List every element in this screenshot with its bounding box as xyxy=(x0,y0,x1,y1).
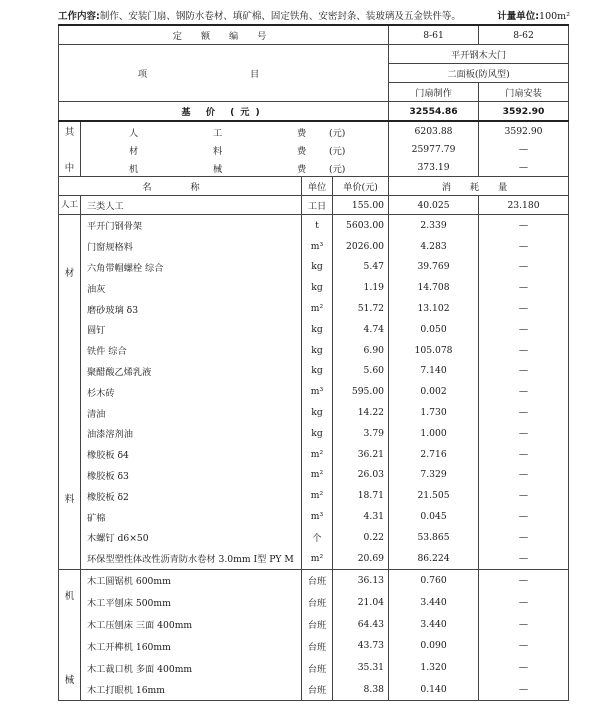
material-row-unit: 个 xyxy=(302,527,333,548)
material-row-consumption-b: — xyxy=(479,319,569,340)
material-row-unit: t xyxy=(302,215,333,236)
column-price-header: 单价(元) xyxy=(333,177,389,196)
breakdown-value-b: — xyxy=(479,158,569,177)
machinery-row-consumption-b: — xyxy=(479,657,569,679)
machinery-side-label xyxy=(59,569,81,701)
machinery-row-name: 木工打眼机 16mm xyxy=(81,679,302,701)
material-row-consumption-a: 105.078 xyxy=(389,340,479,361)
material-row-consumption-a: 2.716 xyxy=(389,444,479,465)
work-content xyxy=(58,8,461,22)
material-row-unit: m³ xyxy=(302,506,333,527)
material-row-consumption-b: — xyxy=(479,277,569,298)
measurement-unit xyxy=(497,8,570,22)
machinery-row-name: 木工压刨床 三面 400mm xyxy=(81,613,302,635)
material-row-unit: kg xyxy=(302,402,333,423)
breakdown-side-bottom: 中 xyxy=(64,163,75,174)
material-row-unit: m³ xyxy=(302,381,333,402)
labor-row-unit: 工日 xyxy=(302,196,333,215)
column-name-header: 名 称 xyxy=(59,177,302,196)
material-row-consumption-b: — xyxy=(479,215,569,236)
material-row-price: 20.69 xyxy=(333,548,389,569)
material-row-consumption-b: — xyxy=(479,444,569,465)
labor-row-consumption-a: 40.025 xyxy=(389,196,479,215)
material-row-consumption-a: 13.102 xyxy=(389,298,479,319)
material-row-price: 6.90 xyxy=(333,340,389,361)
machinery-row-unit: 台班 xyxy=(302,569,333,591)
material-row-unit: m² xyxy=(302,298,333,319)
breakdown-desc xyxy=(81,140,389,158)
material-row-name: 圆钉 xyxy=(81,319,302,340)
machinery-side-top: 机 xyxy=(64,590,75,602)
material-row-consumption-b: — xyxy=(479,465,569,486)
material-row-unit: kg xyxy=(302,277,333,298)
machinery-row-unit: 台班 xyxy=(302,635,333,657)
page-header xyxy=(58,6,570,24)
machinery-row-name: 木工圆锯机 600mm xyxy=(81,569,302,591)
labor-row-price: 155.00 xyxy=(333,196,389,215)
material-row-name: 磨砂玻璃 δ3 xyxy=(81,298,302,319)
material-row-consumption-a: 0.002 xyxy=(389,381,479,402)
material-row-price: 3.79 xyxy=(333,423,389,444)
machinery-row-price: 36.13 xyxy=(333,569,389,591)
column-consumption-header: 消 耗 量 xyxy=(389,177,569,196)
item-label: 项 目 xyxy=(59,45,389,102)
material-row-consumption-b: — xyxy=(479,506,569,527)
material-row-consumption-a: 53.865 xyxy=(389,527,479,548)
material-row-consumption-a: 7.329 xyxy=(389,465,479,486)
work-content-text: 制作、安装门扇、钢防水卷材、填矿棉、固定铁角、安密封条、装玻璃及五金铁件等。 xyxy=(99,11,461,22)
machinery-row-unit: 台班 xyxy=(302,657,333,679)
machinery-row-price: 8.38 xyxy=(333,679,389,701)
material-row-price: 1.19 xyxy=(333,277,389,298)
item-title: 平开钢木大门 xyxy=(389,45,569,64)
machinery-row-price: 43.73 xyxy=(333,635,389,657)
material-row-price: 2026.00 xyxy=(333,236,389,257)
material-row-consumption-a: 7.140 xyxy=(389,361,479,382)
machinery-row-price: 64.43 xyxy=(333,613,389,635)
material-row-unit: kg xyxy=(302,257,333,278)
material-row-name: 橡胶板 δ4 xyxy=(81,444,302,465)
breakdown-side-top: 其 xyxy=(64,127,75,138)
material-row-consumption-a: 21.505 xyxy=(389,485,479,506)
item-col-a: 门扇制作 xyxy=(389,83,479,102)
breakdown-unit: (元) xyxy=(329,128,346,139)
breakdown-char-1: 材 xyxy=(129,146,139,157)
machinery-row-consumption-b: — xyxy=(479,613,569,635)
machinery-row-unit: 台班 xyxy=(302,613,333,635)
breakdown-value-b: 3592.90 xyxy=(479,121,569,140)
base-price-label: 基 价 (元) xyxy=(59,102,389,122)
material-row-name: 木螺钉 d6×50 xyxy=(81,527,302,548)
material-row-price: 5603.00 xyxy=(333,215,389,236)
work-content-label: 工作内容: xyxy=(58,11,100,22)
breakdown-char-1: 人 xyxy=(129,128,139,139)
breakdown-side-label xyxy=(59,121,81,177)
material-row-name: 六角带帽螺栓 综合 xyxy=(81,257,302,278)
material-row-price: 595.00 xyxy=(333,381,389,402)
material-row-price: 4.74 xyxy=(333,319,389,340)
machinery-side-bottom: 械 xyxy=(64,674,75,686)
base-price-b: 3592.90 xyxy=(479,102,569,122)
material-row-consumption-b: — xyxy=(479,340,569,361)
breakdown-char-2: 械 xyxy=(213,164,223,175)
material-row-unit: m² xyxy=(302,485,333,506)
material-row-consumption-a: 0.045 xyxy=(389,506,479,527)
material-side-bottom: 料 xyxy=(64,494,75,505)
material-row-consumption-b: — xyxy=(479,423,569,444)
material-row-name: 杉木砖 xyxy=(81,381,302,402)
material-row-consumption-b: — xyxy=(479,527,569,548)
breakdown-value-b: — xyxy=(479,140,569,158)
material-side-top: 材 xyxy=(64,268,75,279)
machinery-row-name: 木工平刨床 500mm xyxy=(81,591,302,613)
item-subtitle: 二面板(防风型) xyxy=(389,64,569,83)
labor-row-name: 三类人工 xyxy=(81,196,302,215)
material-row-unit: m² xyxy=(302,548,333,569)
material-row-name: 橡胶板 δ2 xyxy=(81,485,302,506)
material-row-unit: kg xyxy=(302,361,333,382)
breakdown-desc xyxy=(81,121,389,140)
breakdown-char-1: 机 xyxy=(129,164,139,175)
material-row-name: 清油 xyxy=(81,402,302,423)
material-row-name: 矿棉 xyxy=(81,506,302,527)
material-row-consumption-a: 1.730 xyxy=(389,402,479,423)
breakdown-desc xyxy=(81,158,389,177)
material-row-consumption-b: — xyxy=(479,361,569,382)
material-row-name: 聚醋酸乙烯乳液 xyxy=(81,361,302,382)
machinery-row-price: 21.04 xyxy=(333,591,389,613)
material-row-consumption-b: — xyxy=(479,236,569,257)
quota-code-b: 8-62 xyxy=(479,25,569,45)
material-row-unit: kg xyxy=(302,423,333,444)
machinery-row-price: 35.31 xyxy=(333,657,389,679)
material-row-unit: kg xyxy=(302,319,333,340)
material-row-consumption-b: — xyxy=(479,402,569,423)
material-row-name: 油漆溶剂油 xyxy=(81,423,302,444)
machinery-row-consumption-a: 3.440 xyxy=(389,613,479,635)
breakdown-char-3: 费 xyxy=(297,128,307,139)
material-row-price: 0.22 xyxy=(333,527,389,548)
machinery-row-consumption-a: 0.090 xyxy=(389,635,479,657)
column-unit-header: 单位 xyxy=(302,177,333,196)
material-row-consumption-a: 86.224 xyxy=(389,548,479,569)
material-row-price: 36.21 xyxy=(333,444,389,465)
machinery-row-consumption-b: — xyxy=(479,569,569,591)
material-row-consumption-a: 0.050 xyxy=(389,319,479,340)
machinery-row-name: 木工裁口机 多面 400mm xyxy=(81,657,302,679)
material-row-unit: m² xyxy=(302,465,333,486)
material-row-price: 5.47 xyxy=(333,257,389,278)
material-row-price: 26.03 xyxy=(333,465,389,486)
machinery-row-consumption-a: 0.140 xyxy=(389,679,479,701)
machinery-row-consumption-b: — xyxy=(479,635,569,657)
material-row-price: 14.22 xyxy=(333,402,389,423)
material-row-name: 平开门钢骨架 xyxy=(81,215,302,236)
material-row-consumption-a: 39.769 xyxy=(389,257,479,278)
base-price-a: 32554.86 xyxy=(389,102,479,122)
material-row-name: 油灰 xyxy=(81,277,302,298)
material-row-consumption-a: 1.000 xyxy=(389,423,479,444)
labor-row-consumption-b: 23.180 xyxy=(479,196,569,215)
quota-code-a: 8-61 xyxy=(389,25,479,45)
material-row-price: 51.72 xyxy=(333,298,389,319)
breakdown-char-2: 工 xyxy=(213,128,223,139)
machinery-row-name: 木工开榫机 160mm xyxy=(81,635,302,657)
material-row-price: 18.71 xyxy=(333,485,389,506)
unit-value: 100m² xyxy=(539,11,570,22)
material-row-consumption-a: 2.339 xyxy=(389,215,479,236)
material-row-consumption-b: — xyxy=(479,257,569,278)
material-row-unit: m² xyxy=(302,444,333,465)
material-row-unit: m³ xyxy=(302,236,333,257)
quota-table xyxy=(58,24,569,701)
machinery-row-consumption-a: 1.320 xyxy=(389,657,479,679)
item-col-b: 门扇安装 xyxy=(479,83,569,102)
machinery-row-consumption-b: — xyxy=(479,679,569,701)
machinery-row-consumption-a: 0.760 xyxy=(389,569,479,591)
material-row-name: 橡胶板 δ3 xyxy=(81,465,302,486)
material-row-consumption-b: — xyxy=(479,381,569,402)
material-row-consumption-b: — xyxy=(479,548,569,569)
breakdown-char-3: 费 xyxy=(297,164,307,175)
material-row-consumption-b: — xyxy=(479,298,569,319)
quota-code-label: 定 额 编 号 xyxy=(59,25,389,45)
breakdown-char-2: 料 xyxy=(213,146,223,157)
machinery-row-unit: 台班 xyxy=(302,591,333,613)
breakdown-unit: (元) xyxy=(329,146,346,157)
machinery-row-consumption-a: 3.440 xyxy=(389,591,479,613)
material-row-consumption-b: — xyxy=(479,485,569,506)
material-row-price: 5.60 xyxy=(333,361,389,382)
material-row-name: 铁件 综合 xyxy=(81,340,302,361)
breakdown-unit: (元) xyxy=(329,164,346,175)
material-row-consumption-a: 4.283 xyxy=(389,236,479,257)
material-row-consumption-a: 14.708 xyxy=(389,277,479,298)
material-row-unit: kg xyxy=(302,340,333,361)
labor-side-label: 人工 xyxy=(59,196,81,215)
unit-label: 计量单位: xyxy=(497,11,540,22)
material-row-name: 门窗规格料 xyxy=(81,236,302,257)
machinery-row-consumption-b: — xyxy=(479,591,569,613)
breakdown-char-3: 费 xyxy=(297,146,307,157)
material-row-price: 4.31 xyxy=(333,506,389,527)
material-row-name: 环保型塑性体改性沥青防水卷材 3.0mm Ⅰ型 PY M xyxy=(81,548,302,569)
material-side-label xyxy=(59,215,81,570)
breakdown-value-a: 6203.88 xyxy=(389,121,479,140)
breakdown-value-a: 25977.79 xyxy=(389,140,479,158)
machinery-row-unit: 台班 xyxy=(302,679,333,701)
breakdown-value-a: 373.19 xyxy=(389,158,479,177)
